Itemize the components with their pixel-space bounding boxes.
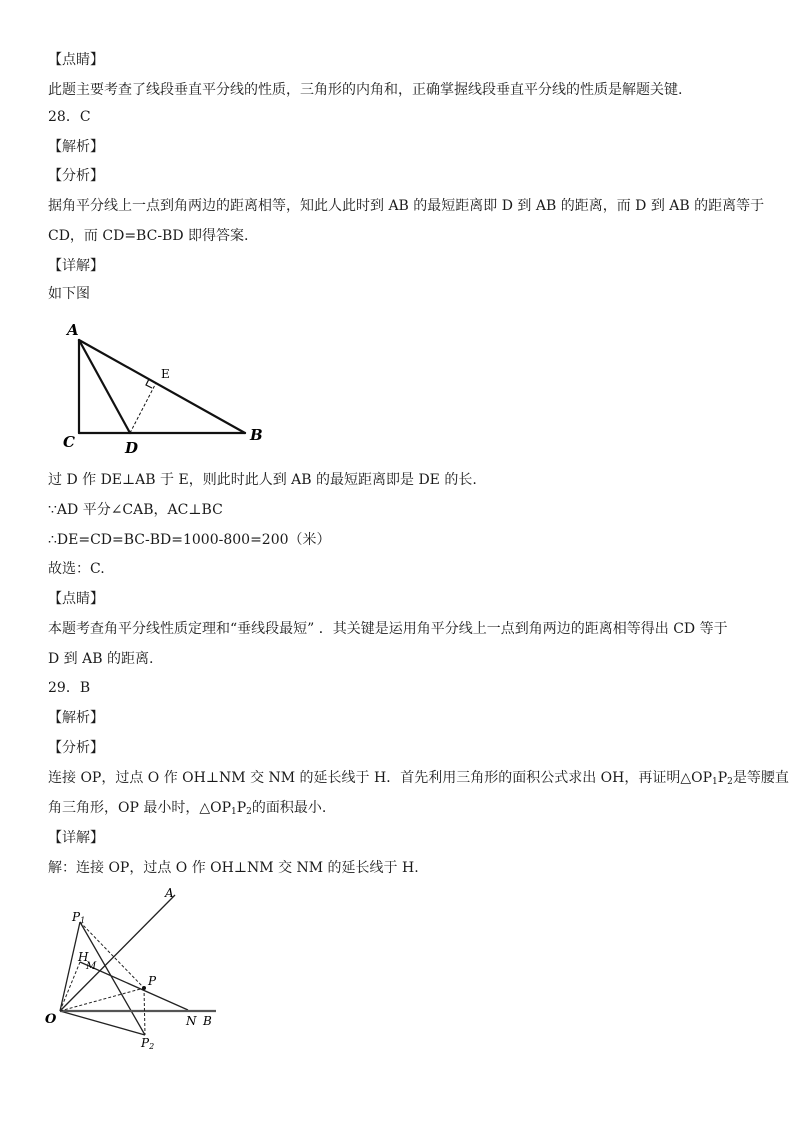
label-e: E <box>161 367 170 381</box>
paragraph-choose-c: 故选：C. <box>48 561 105 577</box>
figure-triangle-abc <box>55 315 275 455</box>
label-b: B <box>250 426 263 444</box>
heading-fenxi-28: 【分析】 <box>48 168 104 184</box>
heading-jiexi-28: 【解析】 <box>48 139 104 155</box>
segment-op-dashed <box>60 988 144 1011</box>
heading-dianjing-1: 【点睛】 <box>48 52 104 68</box>
paragraph-analysis-28-line2: CD，而 CD=BC-BD 即得答案. <box>48 228 249 244</box>
label-p: P <box>148 974 157 988</box>
label-c: C <box>63 433 75 451</box>
label-a: A <box>67 321 79 339</box>
heading-xiangjie-29: 【详解】 <box>48 830 104 846</box>
heading-fenxi-29: 【分析】 <box>48 740 104 756</box>
paragraph-conclusion-27: 此题主要考查了线段垂直平分线的性质，三角形的内角和，正确掌握线段垂直平分线的性质是解题关键. <box>48 82 683 98</box>
paragraph-detail-28-line3: ∴DE=CD=BC-BD=1000-800=200（米） <box>48 532 331 548</box>
paragraph-conclusion-28-line1: 本题考查角平分线性质定理和“垂线段最短” ．其关键是运用角平分线上一点到角两边的距离相等得出 CD 等于 <box>48 621 728 637</box>
segment-p1p2 <box>80 922 145 1035</box>
paragraph-detail-28-line1: 过 D 作 DE⊥AB 于 E，则此时此人到 AB 的最短距离即是 DE 的长. <box>48 472 477 488</box>
paragraph-detail-29-line1: 解：连接 OP，过点 O 作 OH⊥NM 交 NM 的延长线于 H. <box>48 860 419 876</box>
label-b: B <box>203 1014 212 1028</box>
paragraph-analysis-28-line1: 据角平分线上一点到角两边的距离相等，知此人此时到 AB 的最短距离即 D 到 AB 的距离，而 D 到 AB 的距离等于 <box>48 198 765 214</box>
figure-angle-aob <box>40 885 230 1055</box>
label-m: M <box>86 961 97 972</box>
text-see-figure: 如下图 <box>48 286 90 302</box>
segment-op1 <box>60 922 80 1011</box>
paragraph-conclusion-28-line2: D 到 AB 的距离. <box>48 651 154 667</box>
segment-op2 <box>60 1011 145 1035</box>
label-n: N <box>186 1014 197 1028</box>
label-p1: P1 <box>72 910 86 925</box>
heading-jiexi-29: 【解析】 <box>48 710 104 726</box>
paragraph-analysis-29-line2: 角三角形，OP 最小时，$\triangle OP_1P_2$的面积最小. <box>48 800 327 817</box>
label-o: O <box>45 1012 57 1027</box>
label-p2: P2 <box>141 1036 155 1051</box>
heading-xiangjie-28: 【详解】 <box>48 258 104 274</box>
answer-29: 29．B <box>48 680 91 696</box>
label-h: H <box>78 950 89 964</box>
heading-dianjing-28: 【点睛】 <box>48 591 104 607</box>
paragraph-detail-28-line2: ∵AD 平分∠CAB，AC⊥BC <box>48 502 223 518</box>
answer-28: 28．C <box>48 109 91 125</box>
point-p <box>142 986 146 990</box>
label-a: A <box>165 886 174 900</box>
label-d: D <box>125 439 139 455</box>
segment-de-dashed <box>130 383 156 433</box>
paragraph-analysis-29-line1: 连接 OP，过点 O 作 OH⊥NM 交 NM 的延长线于 H．首先利用三角形的面积公式求出 OH，再证明$\triangle OP_1P_2$是等腰直 <box>48 770 789 787</box>
